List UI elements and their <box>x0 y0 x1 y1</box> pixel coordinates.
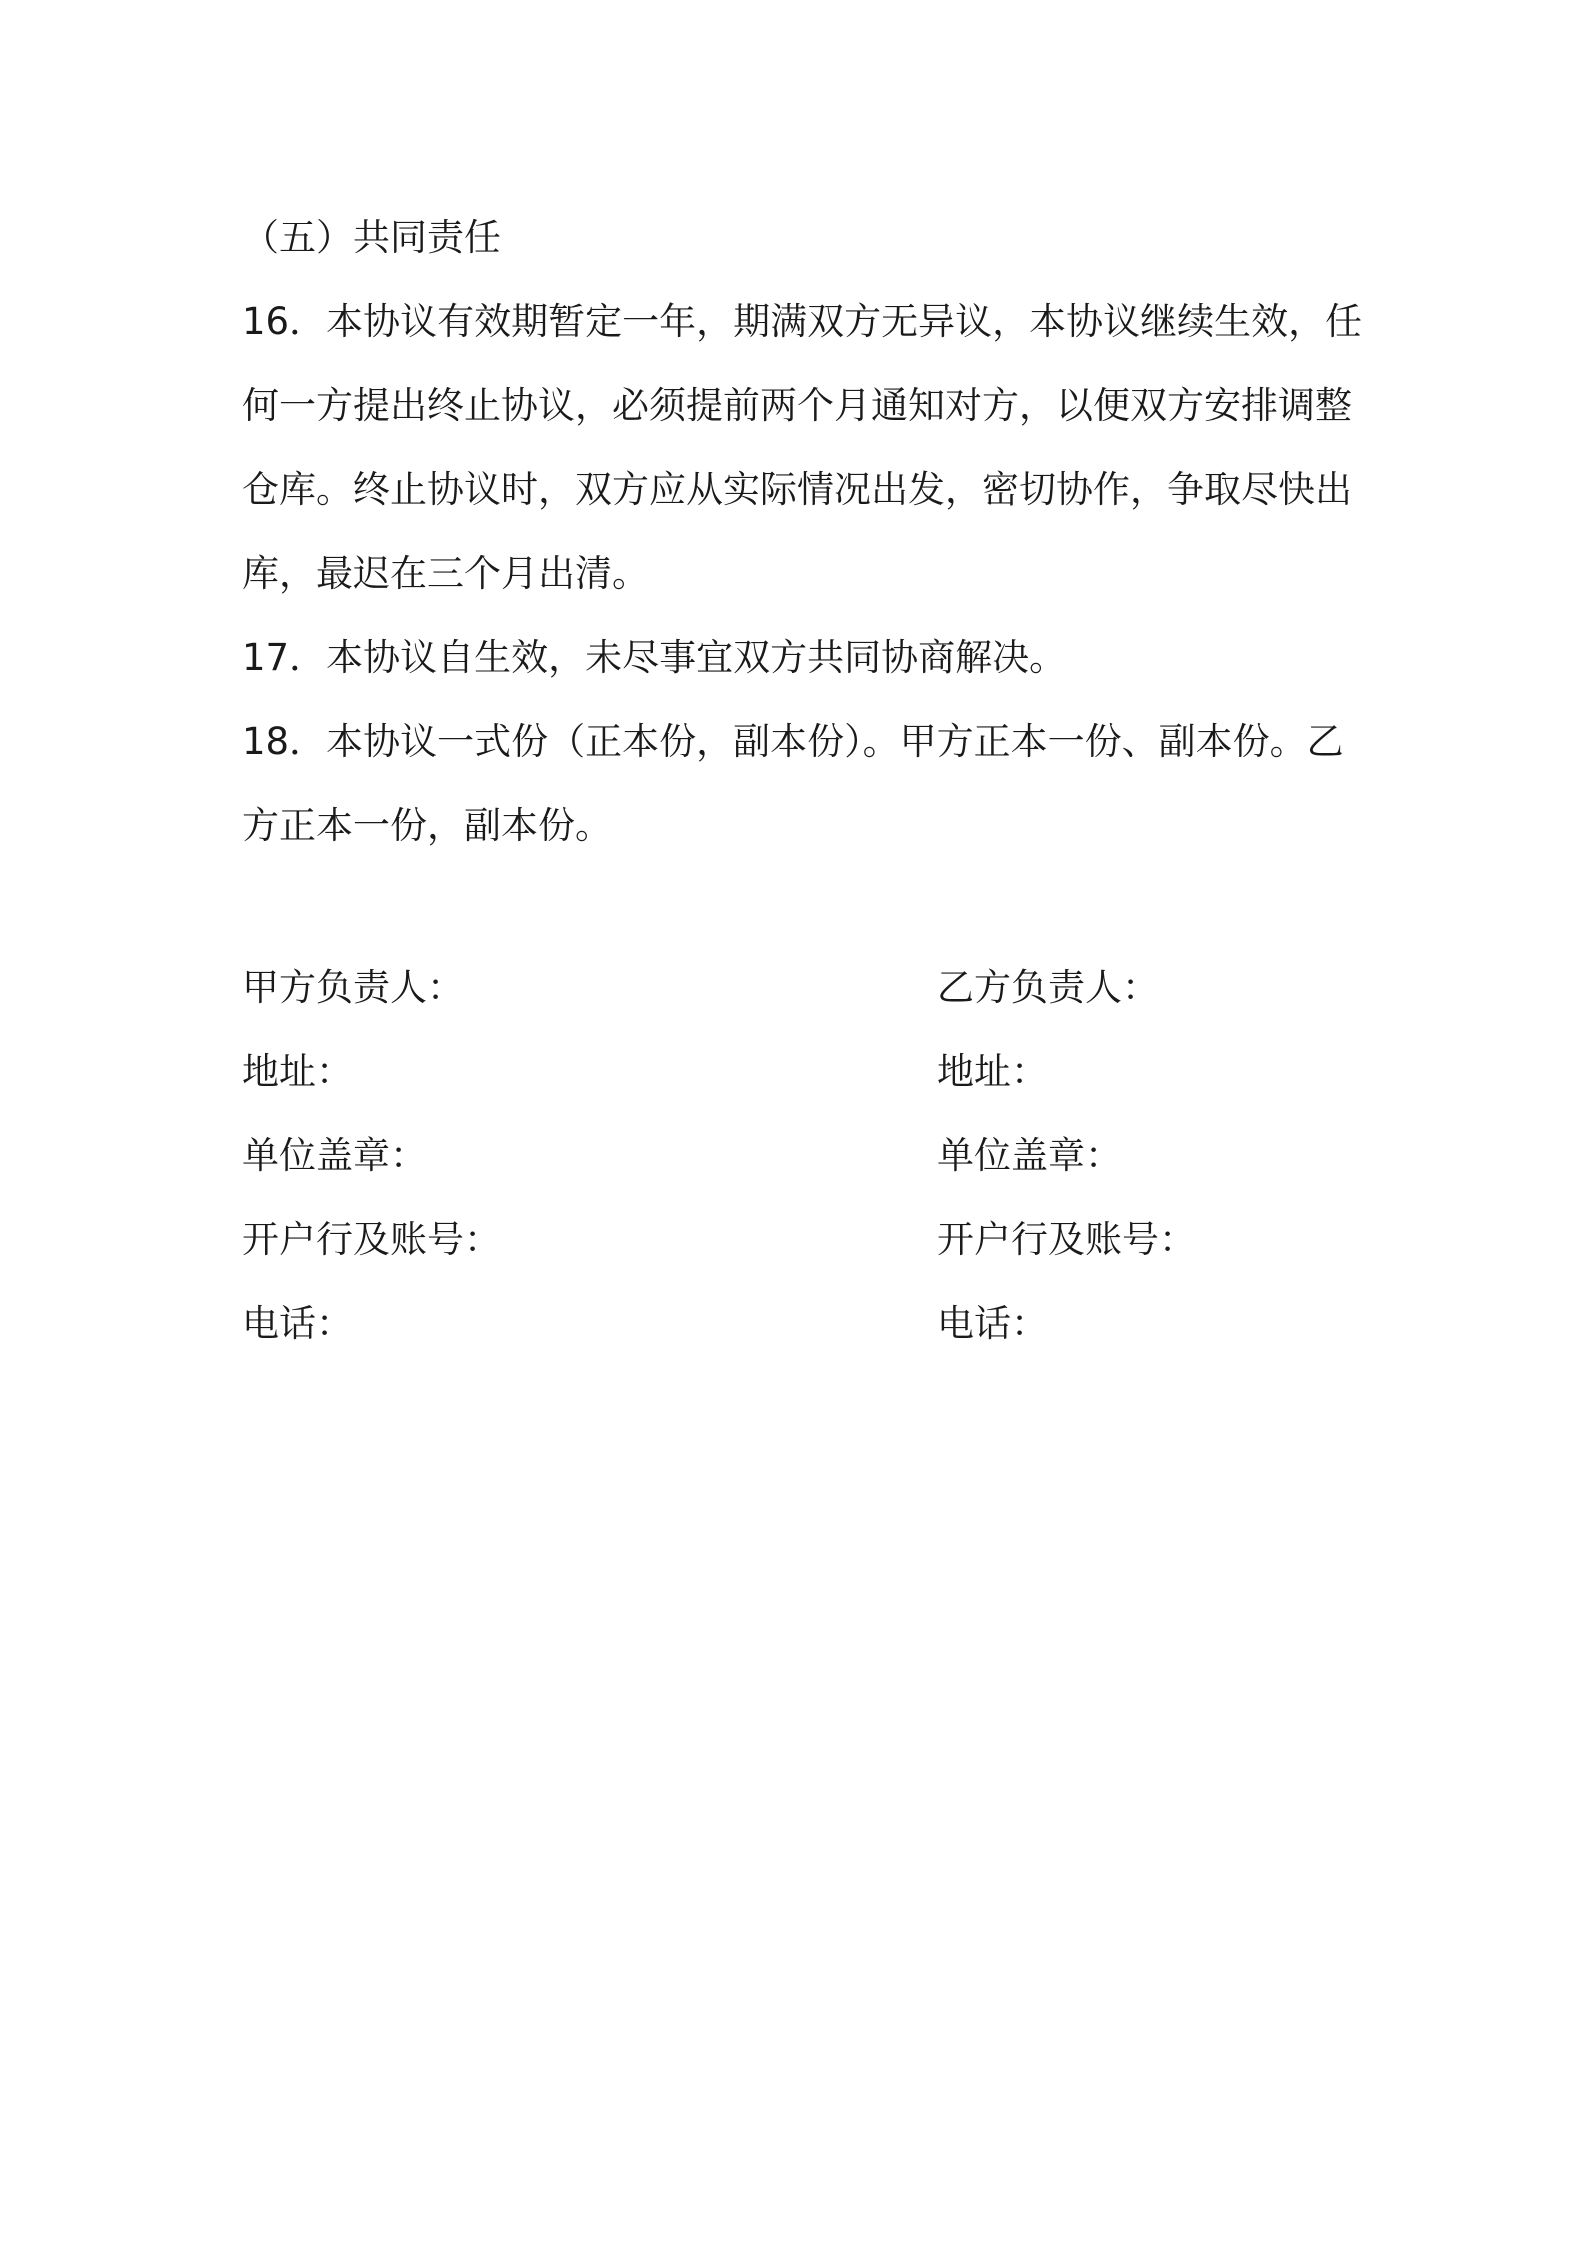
clause-16-line: 何一方提出终止协议，必须提前两个月通知对方，以便双方安排调整 <box>242 384 1352 427</box>
clauses-section <box>242 196 1363 868</box>
party-b-phone-label: 电话： <box>937 1302 1048 1345</box>
clause-18-line: 方正本一份，副本份。 <box>242 804 612 847</box>
party-b-seal-label: 单位盖章： <box>937 1134 1122 1177</box>
party-a-bank-account-label: 开户行及账号： <box>242 1218 501 1261</box>
clause-17 <box>242 616 1352 700</box>
party-a-phone-label: 电话： <box>242 1302 353 1345</box>
party-b-signature-block <box>937 946 1537 1366</box>
party-b-representative-label: 乙方负责人： <box>937 966 1159 1009</box>
clause-17-line: 17．本协议自生效，未尽事宜双方共同协商解决。 <box>242 636 1067 679</box>
clause-16-line: 仓库。终止协议时，双方应从实际情况出发，密切协作，争取尽快出 <box>242 468 1352 511</box>
party-a-address-label: 地址： <box>242 1050 353 1093</box>
clause-18-line: 18．本协议一式份（正本份，副本份）。甲方正本一份、副本份。乙 <box>242 720 1344 763</box>
clause-18 <box>242 700 1352 868</box>
party-a-seal-label: 单位盖章： <box>242 1134 427 1177</box>
party-b-address-label: 地址： <box>937 1050 1048 1093</box>
section-heading: （五）共同责任 <box>242 216 501 259</box>
clause-16-line: 库，最迟在三个月出清。 <box>242 552 649 595</box>
party-b-bank-account-label: 开户行及账号： <box>937 1218 1196 1261</box>
clause-16 <box>242 280 1363 616</box>
party-a-signature-block <box>242 946 842 1366</box>
party-a-representative-label: 甲方负责人： <box>242 966 464 1009</box>
clause-16-line: 16．本协议有效期暂定一年，期满双方无异议，本协议继续生效，任 <box>242 300 1363 343</box>
